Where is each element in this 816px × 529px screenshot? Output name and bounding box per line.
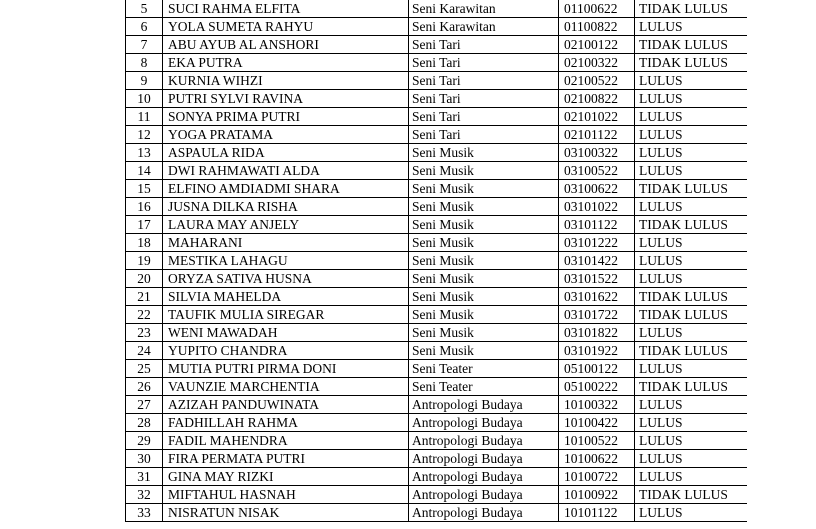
study-program: Seni Musik bbox=[409, 162, 559, 180]
study-program: Seni Tari bbox=[409, 54, 559, 72]
registration-code: 03101022 bbox=[559, 198, 635, 216]
registration-code: 02101022 bbox=[559, 108, 635, 126]
table-row bbox=[126, 360, 748, 378]
study-program: Seni Musik bbox=[409, 144, 559, 162]
participant-name: TAUFIK MULIA SIREGAR bbox=[163, 306, 409, 324]
registration-code: 10100622 bbox=[559, 450, 635, 468]
registration-code: 05100222 bbox=[559, 378, 635, 396]
registration-code: 02100522 bbox=[559, 72, 635, 90]
participant-name: FADHILLAH RAHMA bbox=[163, 414, 409, 432]
study-program: Antropologi Budaya bbox=[409, 414, 559, 432]
result-status: LULUS bbox=[635, 162, 748, 180]
registration-code: 10100322 bbox=[559, 396, 635, 414]
table-row bbox=[126, 18, 748, 36]
participant-name: YOLA SUMETA RAHYU bbox=[163, 18, 409, 36]
table-row bbox=[126, 378, 748, 396]
table-row bbox=[126, 144, 748, 162]
registration-code: 03101722 bbox=[559, 306, 635, 324]
row-number: 5 bbox=[126, 0, 163, 18]
participant-name: AZIZAH PANDUWINATA bbox=[163, 396, 409, 414]
row-number: 15 bbox=[126, 180, 163, 198]
results-table bbox=[125, 0, 747, 522]
participant-name: LAURA MAY ANJELY bbox=[163, 216, 409, 234]
row-number: 14 bbox=[126, 162, 163, 180]
table-row bbox=[126, 288, 748, 306]
registration-code: 02100822 bbox=[559, 90, 635, 108]
result-status: LULUS bbox=[635, 468, 748, 486]
table-row bbox=[126, 36, 748, 54]
row-number: 23 bbox=[126, 324, 163, 342]
participant-name: SILVIA MAHELDA bbox=[163, 288, 409, 306]
study-program: Seni Musik bbox=[409, 306, 559, 324]
result-status: LULUS bbox=[635, 450, 748, 468]
result-status: LULUS bbox=[635, 144, 748, 162]
row-number: 7 bbox=[126, 36, 163, 54]
table-row bbox=[126, 72, 748, 90]
study-program: Seni Musik bbox=[409, 288, 559, 306]
row-number: 11 bbox=[126, 108, 163, 126]
table-row bbox=[126, 342, 748, 360]
row-number: 31 bbox=[126, 468, 163, 486]
participant-name: ORYZA SATIVA HUSNA bbox=[163, 270, 409, 288]
registration-code: 03101122 bbox=[559, 216, 635, 234]
row-number: 12 bbox=[126, 126, 163, 144]
result-status: TIDAK LULUS bbox=[635, 54, 748, 72]
result-status: LULUS bbox=[635, 108, 748, 126]
participant-name: KURNIA WIHZI bbox=[163, 72, 409, 90]
result-status: LULUS bbox=[635, 198, 748, 216]
study-program: Seni Tari bbox=[409, 90, 559, 108]
study-program: Seni Tari bbox=[409, 36, 559, 54]
registration-code: 01100622 bbox=[559, 0, 635, 18]
results-table-body bbox=[126, 0, 748, 522]
study-program: Seni Musik bbox=[409, 234, 559, 252]
table-row bbox=[126, 198, 748, 216]
result-status: LULUS bbox=[635, 90, 748, 108]
participant-name: SONYA PRIMA PUTRI bbox=[163, 108, 409, 126]
row-number: 25 bbox=[126, 360, 163, 378]
registration-code: 02100122 bbox=[559, 36, 635, 54]
table-row bbox=[126, 54, 748, 72]
table-row bbox=[126, 450, 748, 468]
row-number: 29 bbox=[126, 432, 163, 450]
registration-code: 05100122 bbox=[559, 360, 635, 378]
table-row bbox=[126, 162, 748, 180]
table-row bbox=[126, 0, 748, 18]
participant-name: PUTRI SYLVI RAVINA bbox=[163, 90, 409, 108]
registration-code: 03101922 bbox=[559, 342, 635, 360]
study-program: Antropologi Budaya bbox=[409, 432, 559, 450]
participant-name: GINA MAY RIZKI bbox=[163, 468, 409, 486]
participant-name: ABU AYUB AL ANSHORI bbox=[163, 36, 409, 54]
table-row bbox=[126, 180, 748, 198]
registration-code: 10100522 bbox=[559, 432, 635, 450]
row-number: 20 bbox=[126, 270, 163, 288]
result-status: LULUS bbox=[635, 126, 748, 144]
result-status: TIDAK LULUS bbox=[635, 180, 748, 198]
result-status: TIDAK LULUS bbox=[635, 486, 748, 504]
registration-code: 10101122 bbox=[559, 504, 635, 522]
result-status: LULUS bbox=[635, 432, 748, 450]
row-number: 28 bbox=[126, 414, 163, 432]
result-status: LULUS bbox=[635, 270, 748, 288]
table-row bbox=[126, 324, 748, 342]
result-status: TIDAK LULUS bbox=[635, 216, 748, 234]
result-status: TIDAK LULUS bbox=[635, 0, 748, 18]
table-row bbox=[126, 432, 748, 450]
study-program: Seni Musik bbox=[409, 270, 559, 288]
study-program: Seni Karawitan bbox=[409, 0, 559, 18]
participant-name: EKA PUTRA bbox=[163, 54, 409, 72]
participant-name: NISRATUN NISAK bbox=[163, 504, 409, 522]
study-program: Seni Musik bbox=[409, 252, 559, 270]
registration-code: 03101422 bbox=[559, 252, 635, 270]
row-number: 13 bbox=[126, 144, 163, 162]
row-number: 19 bbox=[126, 252, 163, 270]
result-status: LULUS bbox=[635, 324, 748, 342]
participant-name: MIFTAHUL HASNAH bbox=[163, 486, 409, 504]
registration-code: 03101622 bbox=[559, 288, 635, 306]
participant-name: YOGA PRATAMA bbox=[163, 126, 409, 144]
study-program: Seni Musik bbox=[409, 342, 559, 360]
result-status: LULUS bbox=[635, 18, 748, 36]
table-row bbox=[126, 414, 748, 432]
result-status: LULUS bbox=[635, 396, 748, 414]
registration-code: 02100322 bbox=[559, 54, 635, 72]
result-status: LULUS bbox=[635, 414, 748, 432]
row-number: 6 bbox=[126, 18, 163, 36]
participant-name: YUPITO CHANDRA bbox=[163, 342, 409, 360]
table-row bbox=[126, 486, 748, 504]
study-program: Seni Tari bbox=[409, 126, 559, 144]
row-number: 10 bbox=[126, 90, 163, 108]
table-row bbox=[126, 90, 748, 108]
study-program: Seni Musik bbox=[409, 180, 559, 198]
registration-code: 10100922 bbox=[559, 486, 635, 504]
result-status: TIDAK LULUS bbox=[635, 288, 748, 306]
study-program: Antropologi Budaya bbox=[409, 396, 559, 414]
study-program: Antropologi Budaya bbox=[409, 486, 559, 504]
result-status: TIDAK LULUS bbox=[635, 342, 748, 360]
table-row bbox=[126, 126, 748, 144]
study-program: Seni Tari bbox=[409, 72, 559, 90]
row-number: 30 bbox=[126, 450, 163, 468]
participant-name: ELFINO AMDIADMI SHARA bbox=[163, 180, 409, 198]
row-number: 32 bbox=[126, 486, 163, 504]
study-program: Antropologi Budaya bbox=[409, 468, 559, 486]
registration-code: 01100822 bbox=[559, 18, 635, 36]
table-row bbox=[126, 270, 748, 288]
participant-name: MAHARANI bbox=[163, 234, 409, 252]
row-number: 17 bbox=[126, 216, 163, 234]
row-number: 27 bbox=[126, 396, 163, 414]
table-row bbox=[126, 396, 748, 414]
result-status: LULUS bbox=[635, 72, 748, 90]
table-row bbox=[126, 234, 748, 252]
result-status: TIDAK LULUS bbox=[635, 36, 748, 54]
row-number: 24 bbox=[126, 342, 163, 360]
table-row bbox=[126, 216, 748, 234]
participant-name: VAUNZIE MARCHENTIA bbox=[163, 378, 409, 396]
study-program: Seni Tari bbox=[409, 108, 559, 126]
study-program: Antropologi Budaya bbox=[409, 450, 559, 468]
study-program: Seni Karawitan bbox=[409, 18, 559, 36]
registration-code: 03100322 bbox=[559, 144, 635, 162]
row-number: 21 bbox=[126, 288, 163, 306]
participant-name: MESTIKA LAHAGU bbox=[163, 252, 409, 270]
table-row bbox=[126, 306, 748, 324]
study-program: Seni Musik bbox=[409, 198, 559, 216]
registration-code: 03101822 bbox=[559, 324, 635, 342]
registration-code: 10100722 bbox=[559, 468, 635, 486]
study-program: Seni Musik bbox=[409, 216, 559, 234]
row-number: 26 bbox=[126, 378, 163, 396]
result-status: TIDAK LULUS bbox=[635, 306, 748, 324]
row-number: 16 bbox=[126, 198, 163, 216]
table-row bbox=[126, 108, 748, 126]
row-number: 33 bbox=[126, 504, 163, 522]
study-program: Seni Musik bbox=[409, 324, 559, 342]
result-status: TIDAK LULUS bbox=[635, 378, 748, 396]
row-number: 18 bbox=[126, 234, 163, 252]
participant-name: WENI MAWADAH bbox=[163, 324, 409, 342]
participant-name: FADIL MAHENDRA bbox=[163, 432, 409, 450]
table-row bbox=[126, 468, 748, 486]
row-number: 8 bbox=[126, 54, 163, 72]
registration-code: 03101522 bbox=[559, 270, 635, 288]
participant-name: DWI RAHMAWATI ALDA bbox=[163, 162, 409, 180]
participant-name: MUTIA PUTRI PIRMA DONI bbox=[163, 360, 409, 378]
participant-name: FIRA PERMATA PUTRI bbox=[163, 450, 409, 468]
study-program: Antropologi Budaya bbox=[409, 504, 559, 522]
result-status: LULUS bbox=[635, 504, 748, 522]
registration-code: 03101222 bbox=[559, 234, 635, 252]
registration-code: 02101122 bbox=[559, 126, 635, 144]
study-program: Seni Teater bbox=[409, 378, 559, 396]
row-number: 9 bbox=[126, 72, 163, 90]
results-sheet bbox=[125, 0, 747, 529]
table-row bbox=[126, 504, 748, 522]
participant-name: JUSNA DILKA RISHA bbox=[163, 198, 409, 216]
registration-code: 03100622 bbox=[559, 180, 635, 198]
row-number: 22 bbox=[126, 306, 163, 324]
result-status: LULUS bbox=[635, 360, 748, 378]
participant-name: ASPAULA RIDA bbox=[163, 144, 409, 162]
study-program: Seni Teater bbox=[409, 360, 559, 378]
participant-name: SUCI RAHMA ELFITA bbox=[163, 0, 409, 18]
registration-code: 03100522 bbox=[559, 162, 635, 180]
result-status: LULUS bbox=[635, 252, 748, 270]
registration-code: 10100422 bbox=[559, 414, 635, 432]
table-row bbox=[126, 252, 748, 270]
result-status: LULUS bbox=[635, 234, 748, 252]
